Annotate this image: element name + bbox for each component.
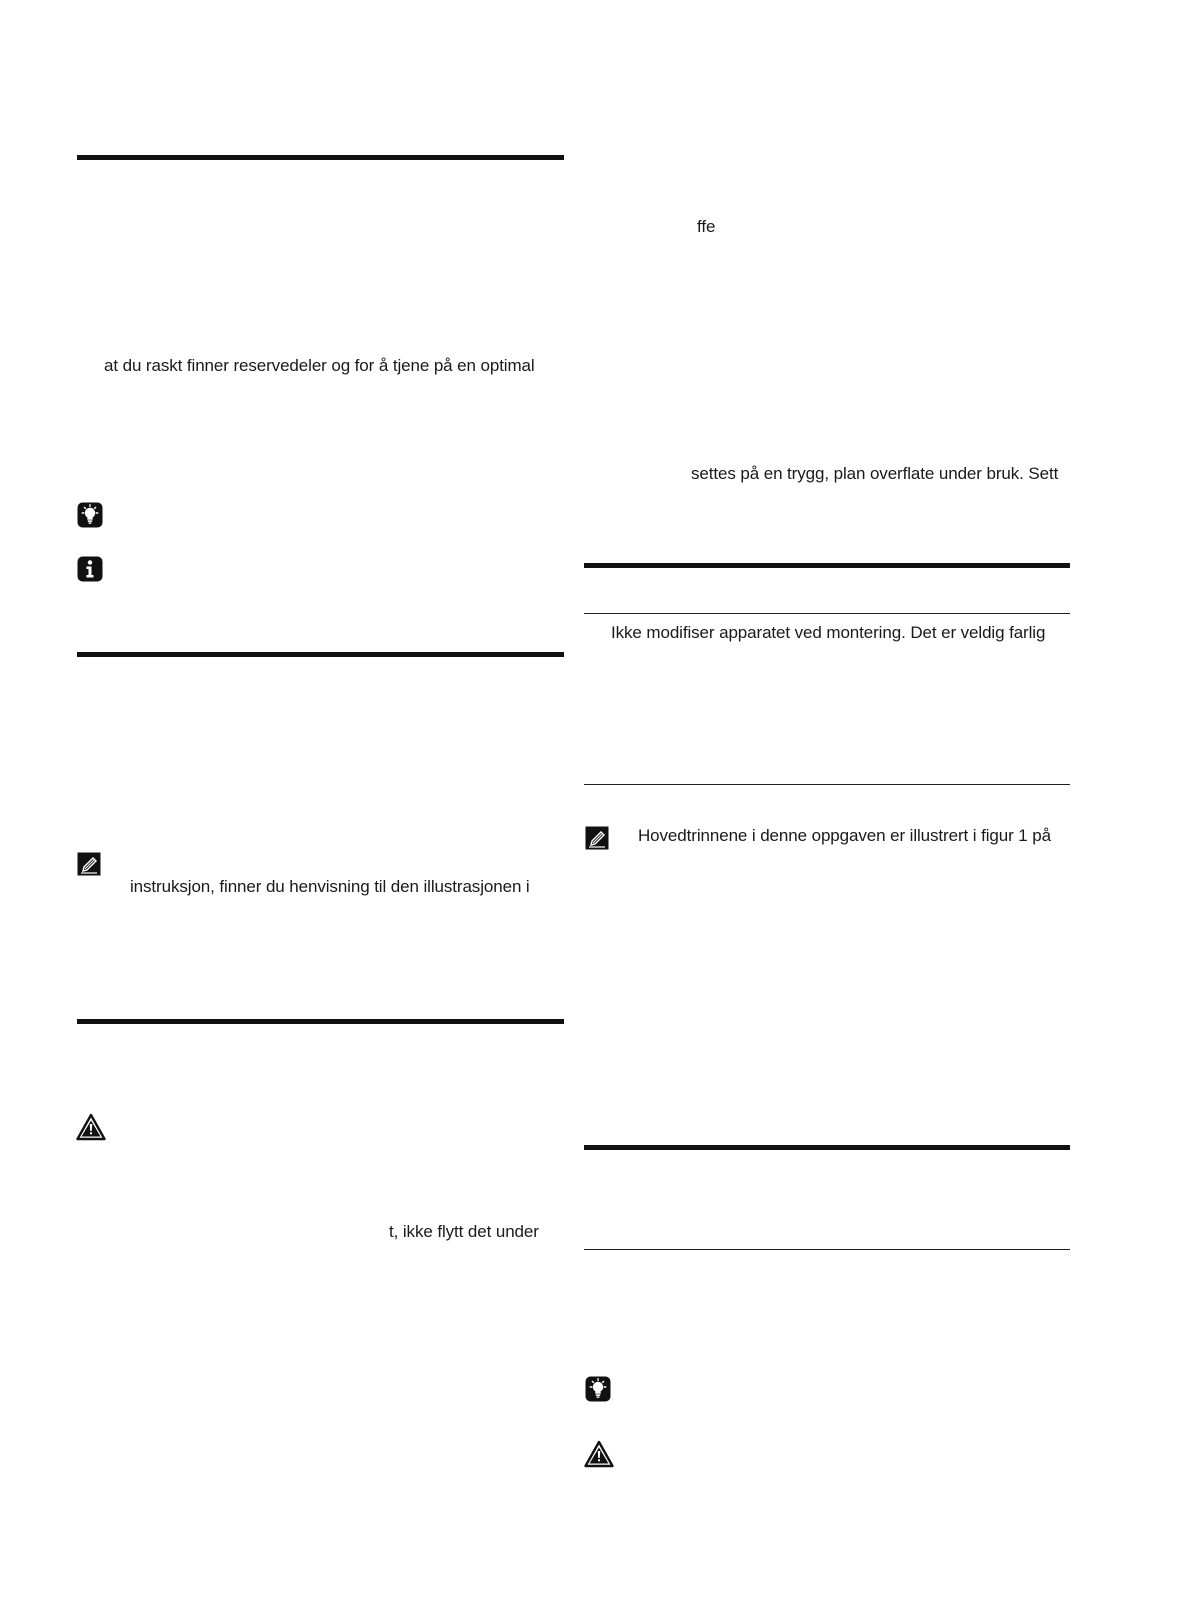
section-rule-4: [584, 563, 1070, 568]
intro-text: at du raskt finner reservedeler og for å tjene på en optimal: [104, 356, 535, 375]
section-thin-rule: [584, 1249, 1070, 1250]
note-text: instruksjon, finner du henvisning til den illustrasjonen i: [130, 877, 530, 896]
caution-text: Ikke modifiser apparatet ved montering. Det er veldig farlig: [611, 623, 1046, 642]
section-rule-1: [77, 155, 564, 160]
section-rule-2: [77, 652, 564, 657]
lightbulb-icon: [585, 1376, 611, 1402]
warning-text: t, ikke flytt det under: [389, 1222, 539, 1241]
lightbulb-icon: [77, 502, 103, 528]
warning-triangle-icon: [76, 1113, 106, 1141]
caution-box-top-rule: [584, 613, 1070, 614]
top-fragment-text: ffe: [697, 217, 716, 236]
warning-triangle-icon: [584, 1440, 614, 1468]
caution-box-bottom-rule: [584, 784, 1070, 785]
note-pen-icon: [77, 852, 101, 876]
surface-text: settes på en trygg, plan overflate under bruk. Sett: [691, 464, 1059, 483]
note-pen-icon: [585, 826, 609, 850]
section-rule-3: [77, 1019, 564, 1024]
info-icon: [77, 556, 103, 582]
section-rule-5: [584, 1145, 1070, 1150]
steps-text: Hovedtrinnene i denne oppgaven er illustrert i figur 1 på: [638, 826, 1051, 845]
